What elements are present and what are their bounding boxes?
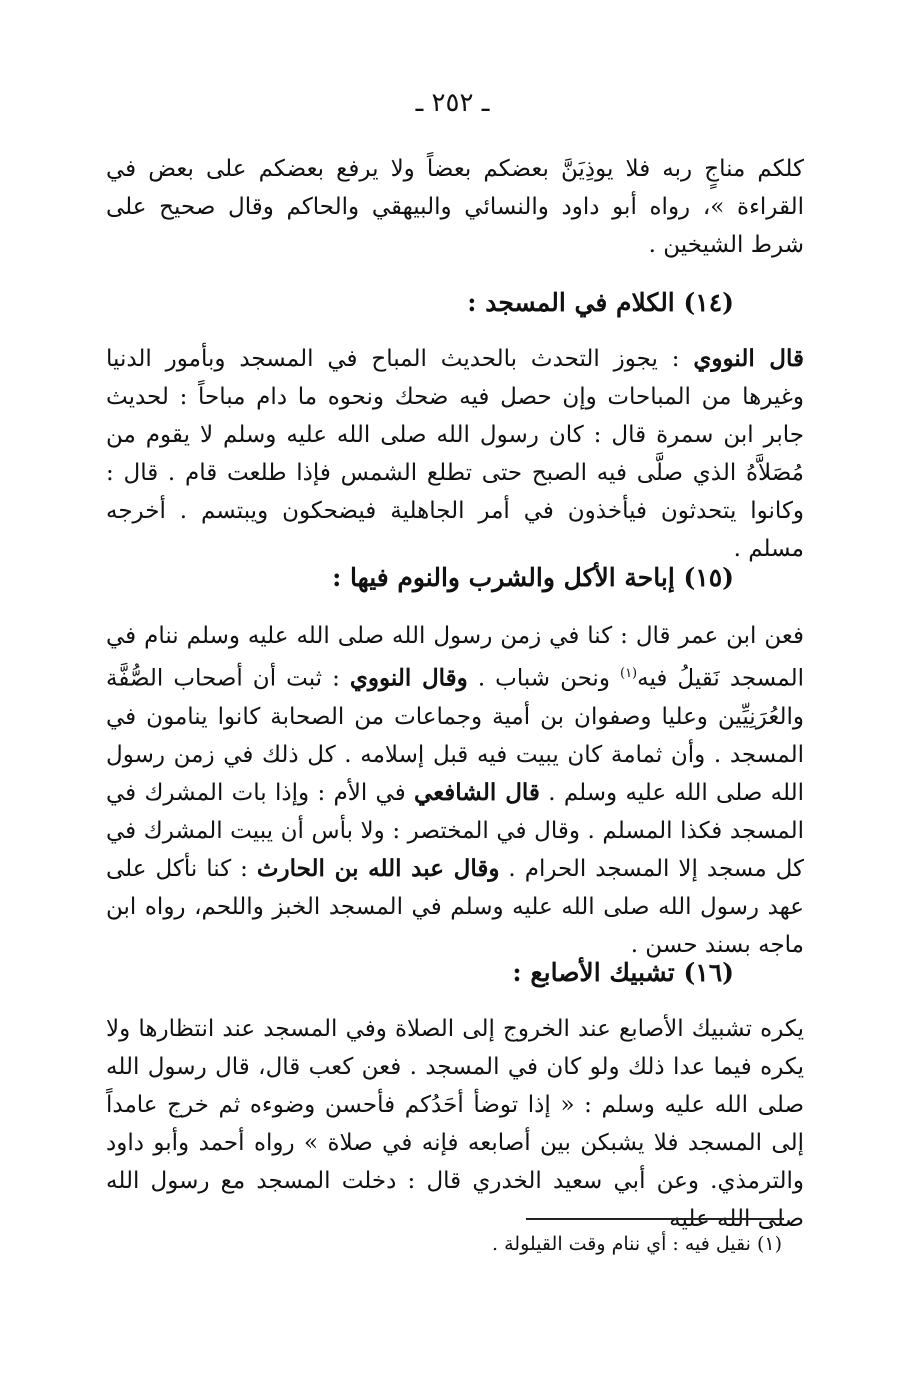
section-14-paragraph [106,340,804,568]
section-15-bold-shafii: قال الشافعي [414,778,540,806]
section-16-heading: (١٦) تشبيك الأصابع : [512,958,734,987]
section-15-heading: (١٥) إباحة الأكل والشرب والنوم فيها : [332,563,734,592]
section-15-part1: فعن ابن عمر قال : كنا في زمن رسول الله صلى الله عليه وسلم ننام في المسجد نَقيلُ فيه [106,623,804,692]
page-number: ـ ٢٥٢ ـ [415,88,490,118]
section-15 [106,558,804,598]
footnote-divider [526,1218,784,1220]
section-14 [106,283,804,323]
section-15-body [106,617,804,964]
section-15-part4: في الأم : وإذا بات المشرك في المسجد فكذا المسلم . وقال في المختصر : ولا بأس أن يبيت المشرك في كل مسجد إلا المسجد الحرام . [106,779,804,882]
section-14-heading: (١٤) الكلام في المسجد : [467,288,734,317]
section-14-lead-bold: قال النووي [693,345,804,372]
section-16-body [106,1010,804,1238]
intro-paragraph: كلكم مناجٍ ربه فلا يوذِيَنَّ بعضكم بعضاً ولا يرفع بعضكم على بعض في القراءة »، رواه أبو داود والنسائي والبيهقي والحاكم وقال صحيح على شرط الشيخين . [106,156,804,258]
section-15-paragraph [106,617,804,964]
footnote-reference: (١) [619,666,638,681]
intro-paragraph-block [106,150,804,264]
section-16 [106,953,804,993]
footnote: (١) نقيل فيه : أي ننام وقت القيلولة . [492,1233,782,1255]
section-15-part5: : كنا نأكل على عهد رسول الله صلى الله عليه وسلم في المسجد الخبز واللحم، رواه ابن ماجه بسند حسن . [106,855,804,958]
section-16-paragraph: يكره تشبيك الأصابع عند الخروج إلى الصلاة وفي المسجد عند انتظارها ولا يكره فيما عدا ذلك ولو كان في المسجد . فعن كعب قال، قال رسول الله صلى الله عليه وسلم : « إذا توضأ أحَدُكم فأحسن وضوءه ثم خرج عامداً إلى المسجد فلا يشبكن بين أصابعه فإنه في صلاة » رواه أحمد وأبو داود والترمذي. وعن أبي سعيد الخدري قال : دخلت المسجد مع رسول الله صلى الله عليه [106,1016,804,1232]
section-14-text: : يجوز التحدث بالحديث المباح في المسجد وبأمور الدنيا وغيرها من المباحات وإن حصل فيه ضحك ونحوه ما دام مباحاً : لحديث جابر ابن سمرة قال : كان رسول الله صلى الله عليه وسلم لا يقوم من مُصَلاَّهُ الذي صلَّى فيه الصبح حتى تطلع الشمس فإذا طلعت قام . قال : وكانوا يتحدثون فيأخذون في أمر الجاهلية فيضحكون ويبتسم . أخرجه مسلم . [106,346,804,562]
section-14-body [106,340,804,568]
section-15-bold-nawawi: وقال النووي [349,664,468,692]
section-15-part3: : ثبت أن أصحاب الصُّفَّة والعُرَنِيِّين وعليا وصفوان بن أمية وجماعات من الصحابة كانوا ينامون في المسجد . وأن ثمامة كان يبيت فيه قبل إسلامه . كل ذلك في زمن رسول الله صلى الله عليه وسلم . [106,665,804,806]
section-15-part2: ونحن شباب . [467,665,620,692]
section-15-bold-abdullah: وقال عبد الله بن الحارث [256,854,500,882]
